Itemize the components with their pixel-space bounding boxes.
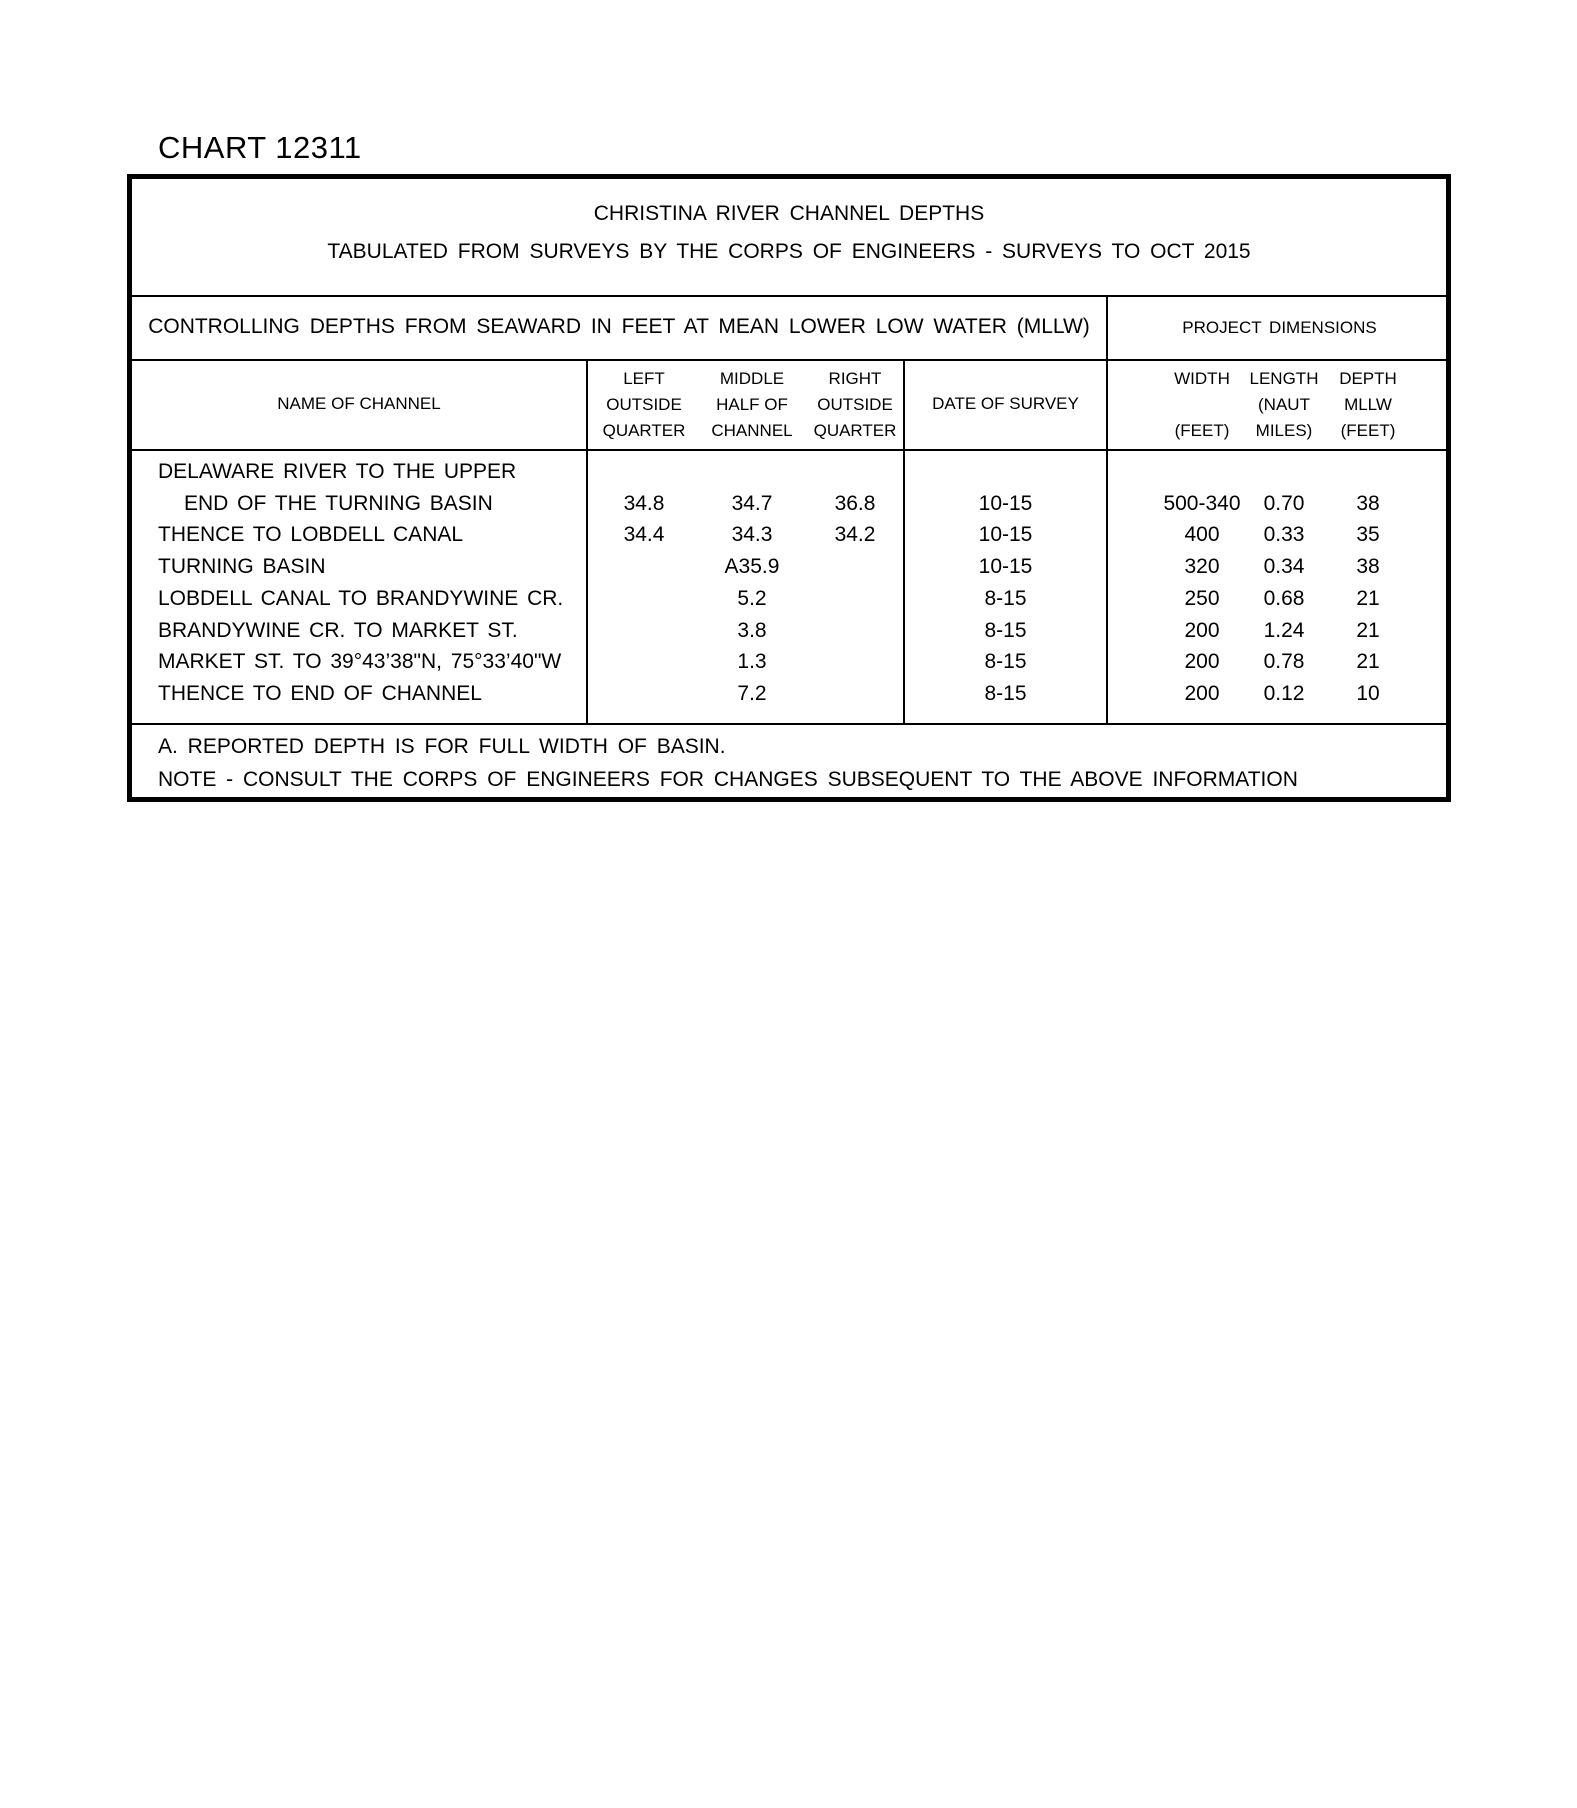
- divider-column-header: [132, 449, 1446, 451]
- divider-project-dimensions: [1106, 295, 1108, 723]
- channel-name: THENCE TO END OF CHANNEL: [158, 682, 482, 705]
- cell-date: 8-15: [984, 587, 1027, 610]
- divider-notes: [132, 723, 1446, 725]
- chart-label: CHART 12311: [158, 130, 362, 165]
- cell-middle: 34.7: [731, 492, 773, 515]
- cell-left: 34.8: [623, 492, 665, 515]
- cell-width: 250: [1184, 587, 1220, 610]
- cell-length: 0.78: [1263, 650, 1305, 673]
- cell-width: 320: [1184, 555, 1220, 578]
- cell-length: 0.12: [1263, 682, 1305, 705]
- table-title: CHRISTINA RIVER CHANNEL DEPTHS: [593, 202, 985, 225]
- cell-depth: 21: [1356, 587, 1380, 610]
- cell-depth: 21: [1356, 619, 1380, 642]
- cell-date: 10-15: [978, 523, 1033, 546]
- cell-width: 500-340: [1163, 492, 1241, 515]
- cell-date: 8-15: [984, 619, 1027, 642]
- cell-length: 0.33: [1263, 523, 1305, 546]
- cell-left: 34.4: [623, 523, 665, 546]
- col-header-date: DATE OF SURVEY: [932, 394, 1079, 413]
- cell-depth: 35: [1356, 523, 1380, 546]
- table-subtitle: TABULATED FROM SURVEYS BY THE CORPS OF ENGINEERS - SURVEYS TO OCT 2015: [327, 240, 1251, 263]
- cell-depth: 21: [1356, 650, 1380, 673]
- cell-middle: 3.8: [737, 619, 767, 642]
- channel-name: THENCE TO LOBDELL CANAL: [158, 523, 464, 546]
- cell-right: 34.2: [834, 523, 876, 546]
- cell-width: 200: [1184, 650, 1220, 673]
- col-header-right: RIGHT OUTSIDE QUARTER: [813, 369, 897, 440]
- channel-name: BRANDYWINE CR. TO MARKET ST.: [158, 619, 518, 642]
- cell-date: 10-15: [978, 492, 1033, 515]
- cell-right: 36.8: [834, 492, 876, 515]
- col-header-width: WIDTH (FEET): [1174, 369, 1230, 440]
- cell-width: 200: [1184, 619, 1220, 642]
- controlling-depths-header: CONTROLLING DEPTHS FROM SEAWARD IN FEET AT MEAN LOWER LOW WATER (MLLW): [148, 315, 1090, 338]
- cell-length: 1.24: [1263, 619, 1305, 642]
- channel-name: TURNING BASIN: [158, 555, 326, 578]
- note-consult: NOTE - CONSULT THE CORPS OF ENGINEERS FOR CHANGES SUBSEQUENT TO THE ABOVE INFORMATION: [158, 768, 1298, 791]
- channel-depths-table: [127, 174, 1451, 802]
- divider-group-header: [132, 359, 1446, 361]
- channel-name: LOBDELL CANAL TO BRANDYWINE CR.: [158, 587, 564, 610]
- divider-name-col: [586, 359, 588, 723]
- cell-middle: A35.9: [724, 555, 780, 578]
- cell-date: 8-15: [984, 650, 1027, 673]
- cell-depth: 38: [1356, 555, 1380, 578]
- cell-middle: 5.2: [737, 587, 767, 610]
- divider-title: [132, 295, 1446, 297]
- cell-width: 400: [1184, 523, 1220, 546]
- project-dimensions-header: PROJECT DIMENSIONS: [1182, 318, 1377, 337]
- cell-depth: 38: [1356, 492, 1380, 515]
- channel-name: MARKET ST. TO 39°43’38"N, 75°33’40"W: [158, 650, 562, 673]
- channel-name: END OF THE TURNING BASIN: [184, 492, 493, 515]
- cell-middle: 34.3: [731, 523, 773, 546]
- note-a: A. REPORTED DEPTH IS FOR FULL WIDTH OF BASIN.: [158, 735, 726, 758]
- col-header-left: LEFT OUTSIDE QUARTER: [602, 369, 686, 440]
- cell-middle: 7.2: [737, 682, 767, 705]
- cell-depth: 10: [1356, 682, 1380, 705]
- col-header-middle: MIDDLE HALF OF CHANNEL: [711, 369, 793, 440]
- cell-width: 200: [1184, 682, 1220, 705]
- col-header-depth: DEPTH MLLW (FEET): [1339, 369, 1397, 440]
- channel-name: DELAWARE RIVER TO THE UPPER: [158, 460, 517, 483]
- cell-date: 10-15: [978, 555, 1033, 578]
- col-header-name: NAME OF CHANNEL: [277, 394, 441, 413]
- col-header-length: LENGTH (NAUT MILES): [1249, 369, 1319, 440]
- cell-length: 0.34: [1263, 555, 1305, 578]
- cell-date: 8-15: [984, 682, 1027, 705]
- cell-length: 0.70: [1263, 492, 1305, 515]
- cell-length: 0.68: [1263, 587, 1305, 610]
- cell-middle: 1.3: [737, 650, 767, 673]
